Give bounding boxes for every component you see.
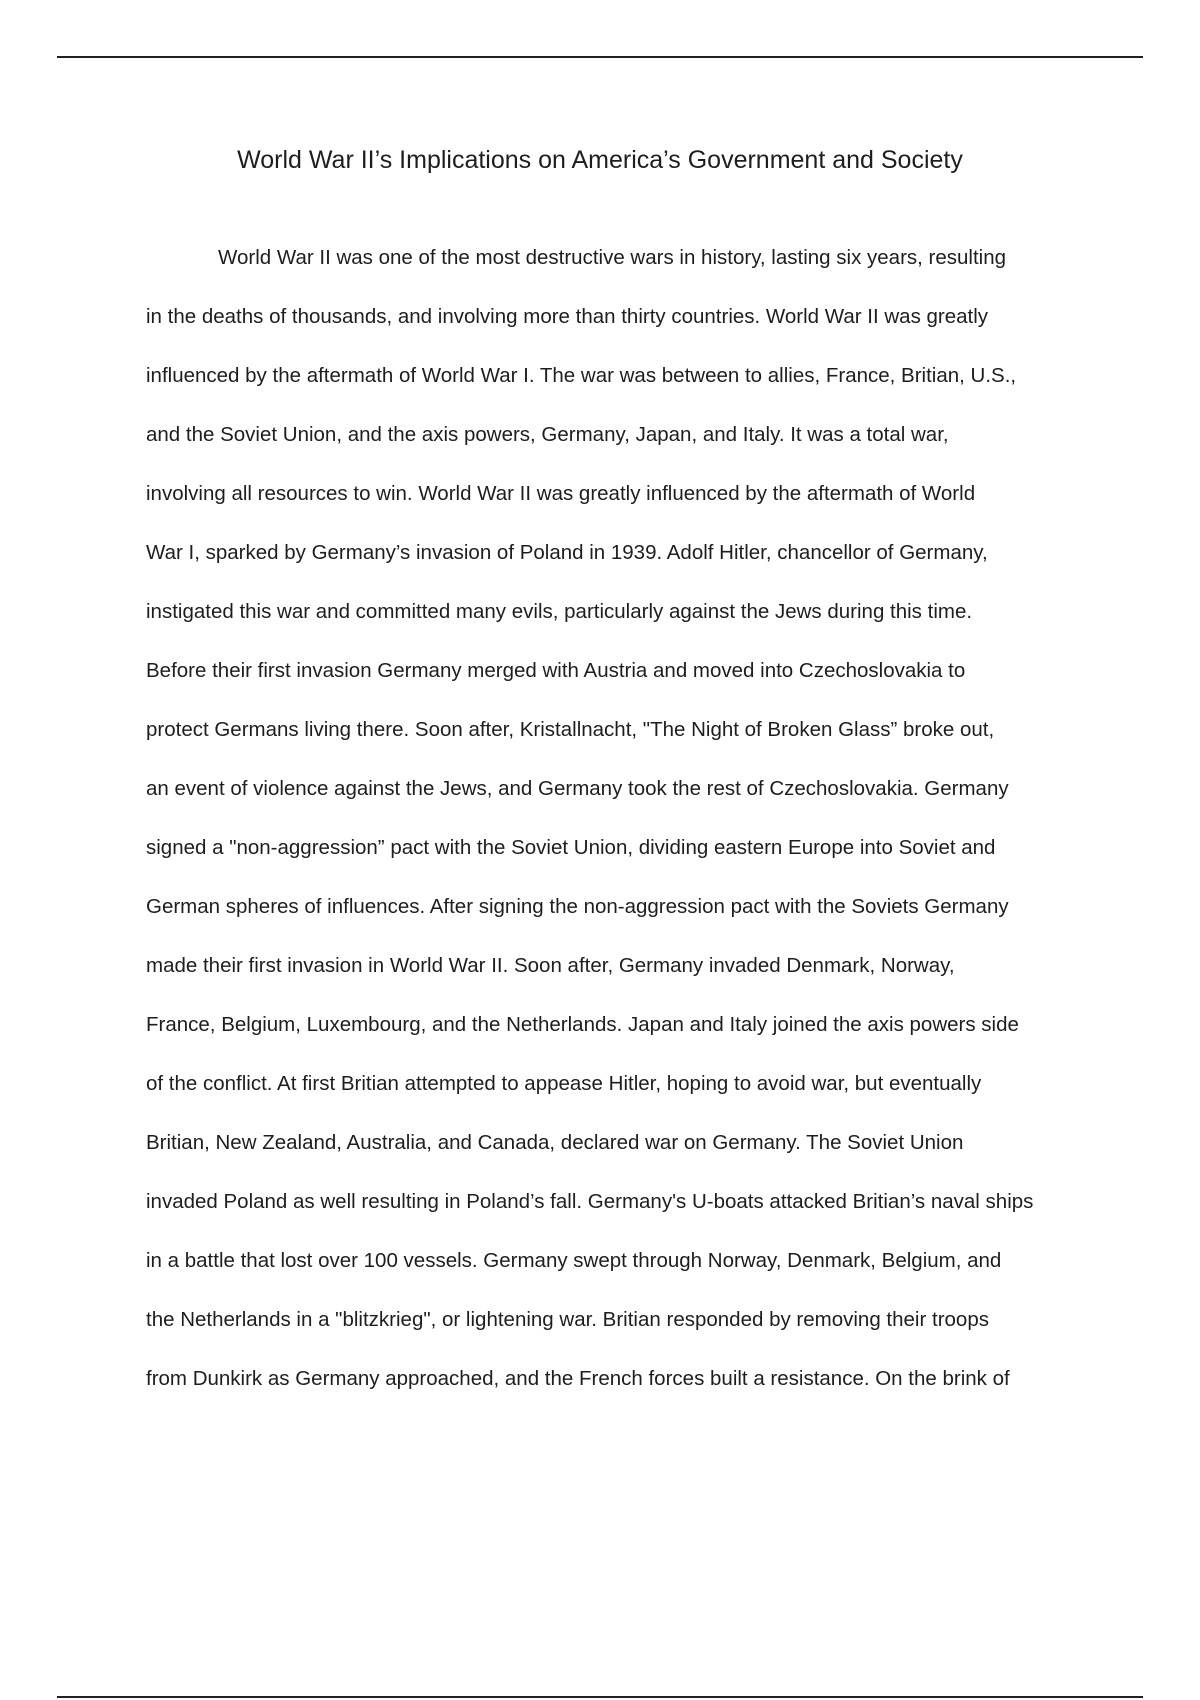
paragraph-line: War I, sparked by Germany’s invasion of Poland in 1939. Adolf Hitler, chancellor of Germany, bbox=[146, 541, 988, 564]
paragraph-line: the Netherlands in a "blitzkrieg", or lightening war. Britian responded by removing their troops bbox=[146, 1308, 989, 1331]
paragraph-line: involving all resources to win. World War II was greatly influenced by the aftermath of World bbox=[146, 482, 976, 505]
paragraph-line: an event of violence against the Jews, and Germany took the rest of Czechoslovakia. Germany bbox=[146, 777, 1009, 800]
paragraph-line: in the deaths of thousands, and involving more than thirty countries. World War II was greatly bbox=[146, 305, 989, 328]
paragraph-line: from Dunkirk as Germany approached, and the French forces built a resistance. On the brink of bbox=[146, 1367, 1010, 1390]
paragraph-line: influenced by the aftermath of World War I. The war was between to allies, France, Britian, U.S., bbox=[146, 364, 1017, 387]
paragraph-line: World War II was one of the most destructive wars in history, lasting six years, resulting bbox=[218, 246, 1007, 269]
paragraph-line: made their first invasion in World War II. Soon after, Germany invaded Denmark, Norway, bbox=[146, 954, 955, 977]
paragraph-line: protect Germans living there. Soon after, Kristallnacht, "The Night of Broken Glass” broke out, bbox=[146, 718, 995, 741]
paragraph-line: of the conflict. At first Britian attempted to appease Hitler, hoping to avoid war, but eventually bbox=[146, 1072, 982, 1095]
paragraph-line: and the Soviet Union, and the axis powers, Germany, Japan, and Italy. It was a total war, bbox=[146, 423, 949, 446]
paragraph-line: signed a "non-aggression” pact with the Soviet Union, dividing eastern Europe into Soviet and bbox=[146, 836, 996, 859]
footer-rule bbox=[57, 1696, 1143, 1698]
paragraph-line: invaded Poland as well resulting in Poland’s fall. Germany's U-boats attacked Britian’s naval ships bbox=[146, 1190, 1034, 1213]
paragraph-line: France, Belgium, Luxembourg, and the Netherlands. Japan and Italy joined the axis powers side bbox=[146, 1013, 1019, 1036]
paragraph-line: Before their first invasion Germany merged with Austria and moved into Czechoslovakia to bbox=[146, 659, 966, 682]
paragraph-line: Britian, New Zealand, Australia, and Canada, declared war on Germany. The Soviet Union bbox=[146, 1131, 964, 1154]
paragraph-line: German spheres of influences. After signing the non-aggression pact with the Soviets Germany bbox=[146, 895, 1009, 918]
paragraph-line: instigated this war and committed many evils, particularly against the Jews during this time. bbox=[146, 600, 973, 623]
header-rule bbox=[57, 56, 1143, 58]
document-title: World War II’s Implications on America’s Government and Society bbox=[237, 146, 963, 174]
paragraph-line: in a battle that lost over 100 vessels. Germany swept through Norway, Denmark, Belgium, and bbox=[146, 1249, 1002, 1272]
